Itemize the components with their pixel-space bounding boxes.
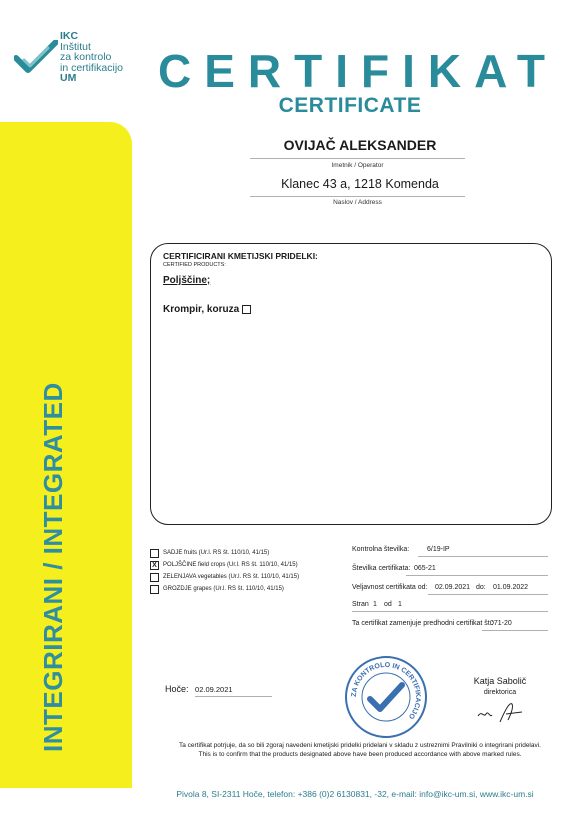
products-items-text: Krompir, koruza: [163, 304, 240, 315]
note-english: This is to confirm that the products designated above have been produced accordance with above marked rules.: [198, 751, 522, 758]
divider: [428, 594, 548, 595]
logo-line: Inštitut: [60, 40, 91, 53]
category-label: GROZDJE grapes (Ur.l. RS št. 110/10, 41/15): [163, 586, 284, 592]
ikc-logo-icon: [14, 40, 58, 74]
replaces-value: 071-20: [490, 620, 512, 627]
list-item: [150, 547, 299, 559]
certification-stamp-icon: [344, 655, 428, 739]
page-label: Stran: [352, 601, 369, 608]
certificate-subtitle: CERTIFICATE: [278, 94, 422, 117]
logo-line: IKC: [60, 30, 79, 42]
checkbox-icon: [150, 585, 159, 594]
checkbox-icon: X: [150, 561, 159, 570]
list-item: [150, 559, 299, 571]
category-label: SADJE fruits (Ur.l. RS št. 110/10, 41/15): [163, 550, 270, 556]
category-label: ZELENJAVA vegetables (Ur.l. RS št. 110/10, 41/15): [163, 574, 300, 580]
validity-from: 02.09.2021: [435, 584, 471, 591]
stamp-text: ZA KONTROLO IN CERTIFIKACIJO: [350, 661, 422, 720]
validity-to: 01.09.2022: [493, 584, 529, 591]
divider: [250, 196, 465, 197]
validity-label: Veljavnost certifikata od:: [352, 584, 428, 591]
checkbox-icon: [242, 305, 251, 314]
logo-text: [60, 31, 123, 84]
validity-to-label: do:: [476, 584, 486, 591]
divider: [406, 575, 548, 576]
category-list: [150, 547, 299, 595]
replaces-label: Ta certifikat zamenjuje predhodni certifikat št.:: [352, 620, 494, 627]
logo-line: za kontrolo: [60, 51, 112, 63]
svg-text:ZA KONTROLO IN CERTIFIKACIJO: [351, 662, 421, 720]
confirmation-note: [150, 741, 570, 759]
list-item: [150, 583, 299, 595]
divider: [195, 696, 272, 697]
note-slovenian: Ta certifikat potrjuje, da so bili zgoraj navedeni kmetijski pridelki pridelani v skladu z ustreznimi Pravilniki o integrirani pridelavi.: [179, 742, 541, 749]
operator-name: OVIJAČ ALEKSANDER: [283, 137, 437, 153]
logo-line: in certifikacijo: [60, 61, 124, 74]
control-number-value: 6/19-IP: [427, 546, 450, 553]
signature-icon: [476, 700, 532, 724]
place-date: [165, 684, 233, 694]
products-box: [150, 243, 552, 525]
footer-contact: Pivola 8, SI-2311 Hoče, telefon: +386 (0)2 6130831, -32, e-mail: info@ikc-um.si, www.ikc-um.si: [176, 789, 534, 799]
checkbox-icon: [150, 573, 159, 582]
category-label: POLJŠČINE field crops (Ur.l. RS št. 110/10, 41/15): [163, 562, 298, 568]
place-label: Hoče:: [165, 684, 189, 694]
signatory-name: Katja Sabolič: [473, 676, 527, 686]
products-items: [163, 304, 251, 315]
products-heading: CERTIFICIRANI KMETIJSKI PRIDELKI:: [163, 251, 318, 261]
page-total: 1: [398, 601, 402, 608]
logo-line: UM: [60, 72, 77, 84]
list-item: [150, 571, 299, 583]
page-number: 1: [373, 601, 377, 608]
operator-caption: Imetnik / Operator: [331, 162, 384, 169]
divider: [352, 611, 548, 612]
certificate-title: CERTIFIKAT: [157, 45, 558, 97]
page-of-label: od: [384, 601, 392, 608]
address-caption: Naslov / Address: [333, 199, 382, 206]
signatory-role: direktorica: [483, 689, 517, 696]
divider: [482, 630, 548, 631]
side-label: INTEGRIRANI / INTEGRATED: [38, 382, 68, 752]
checkbox-icon: [150, 549, 159, 558]
certificate-number-value: 065-21: [414, 565, 436, 572]
products-category: Poljščine;: [163, 275, 211, 286]
divider: [250, 158, 465, 159]
control-number-label: Kontrolna številka:: [352, 546, 410, 553]
date-value: 02.09.2021: [195, 685, 233, 694]
products-heading-en: CERTIFIED PRODUCTS:: [163, 262, 226, 268]
operator-address: Klanec 43 a, 1218 Komenda: [281, 177, 439, 191]
certificate-number-label: Številka certifikata:: [352, 565, 411, 572]
divider: [418, 556, 548, 557]
